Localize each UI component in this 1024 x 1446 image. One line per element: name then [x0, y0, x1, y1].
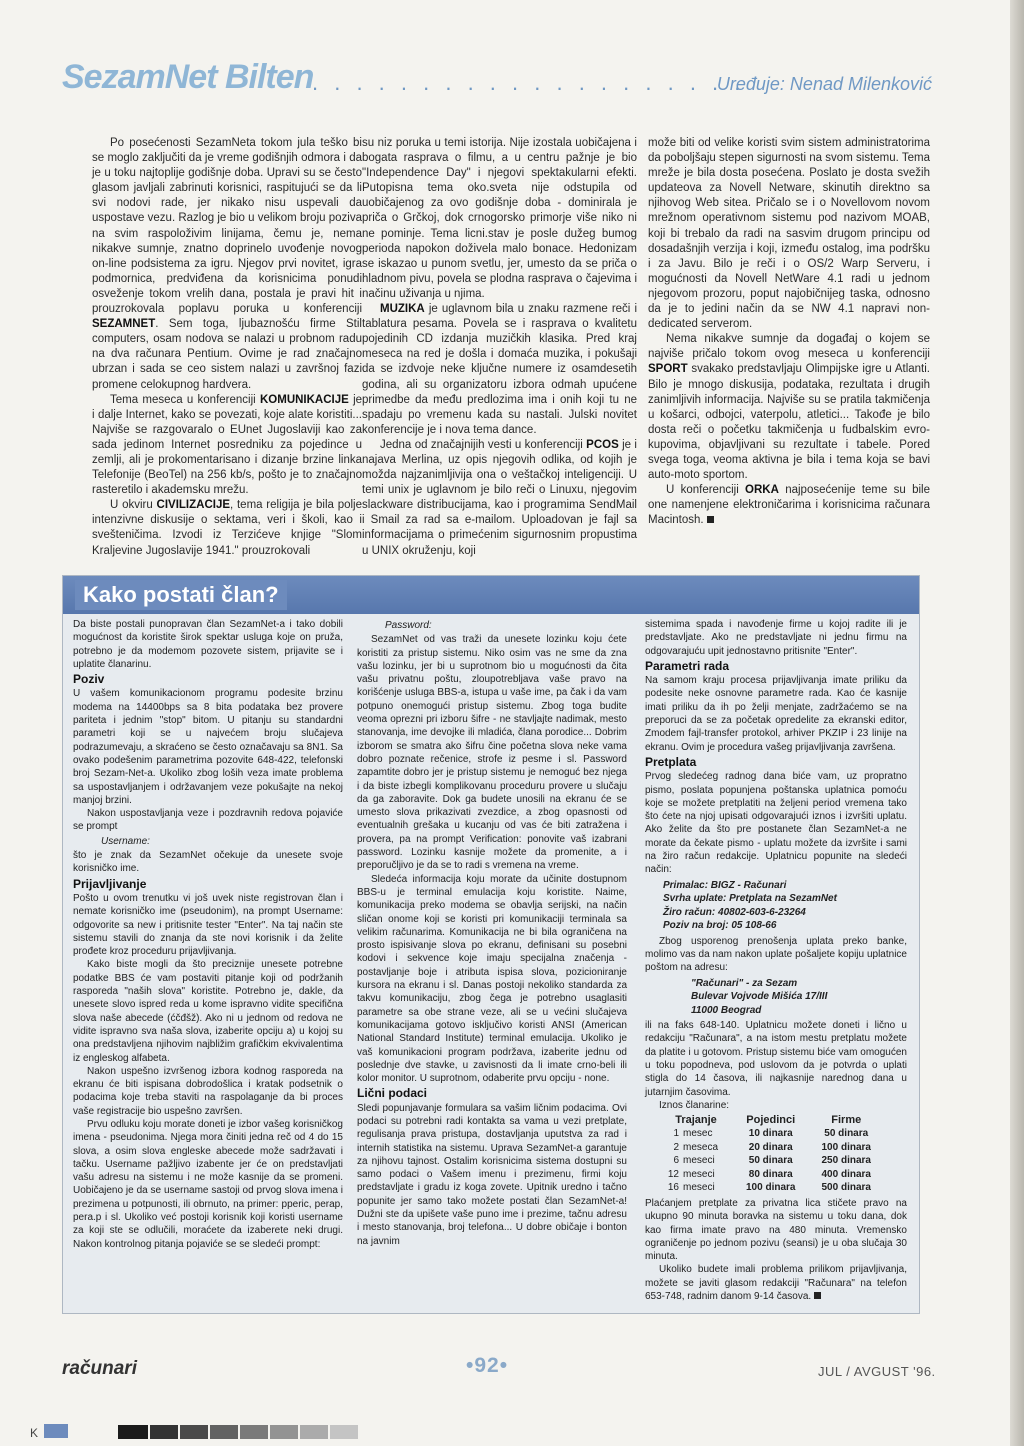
box-text: Nakon uspostavljanja veze i pozdravnih redova pojaviće se prompt	[73, 808, 343, 833]
address-line: 11000 Beograd	[691, 1004, 762, 1016]
subheading: Lični podaci	[357, 1086, 428, 1101]
grayscale-tone-patch	[210, 1425, 238, 1439]
duration-count: 6	[673, 1155, 679, 1167]
conference-name: ORKA	[745, 484, 779, 497]
issue-date: JUL / AVGUST '96.	[818, 1364, 936, 1379]
conference-name: KOMUNIKACIJE	[259, 393, 349, 406]
address-line: Bulevar Vojvode Mišića 17/III	[691, 991, 828, 1003]
page-header	[62, 56, 932, 100]
mailing-address	[691, 977, 907, 1018]
box-title: Kako postati član?	[75, 580, 287, 610]
conference-name: SEZAMNET	[92, 318, 156, 331]
subheading: Parametri rada	[645, 658, 730, 673]
article-column-3	[648, 136, 930, 528]
box-text: ili na faks 648-140. Uplatnicu možete doneti i lično u redakciju "Računara", a na istom mestu pretplatu možete da platite i u gotovom. Pristup sistemu biće vam omogućen u toku popodneva, pod uslovom da je potvrda o uplati stigla do 14 časova, ili najkasnije narednog dana u jutarnjim časovima.	[645, 1020, 907, 1098]
conference-name: CIVILIZACIJE	[156, 499, 231, 512]
grayscale-tone-patch	[240, 1425, 268, 1439]
article-text: Jedna od značajnijih vesti u konferenciji	[380, 438, 583, 451]
article-text: je i najava Merlina, uz opis njegovih odlika, od kojih je možda najzanimljivija ona o veštačkoj inteligenciji. U temi unix je uglavnom je bilo reči o Linuxu, njegovim slackware distribucijama, kao i programima SendMail i Smail za rad sa e-mailom. Uploadovan je fajl sa informacijama o primećenim sigurnosnim propustima u UNIX okruženju, koji	[362, 438, 637, 557]
conference-name: PCOS	[586, 438, 619, 451]
membership-box	[62, 575, 920, 1314]
duration-count: 12	[667, 1168, 679, 1180]
registration-letter: K	[30, 1426, 39, 1440]
individual-price: 50 dinara	[748, 1155, 793, 1167]
payment-details	[663, 879, 907, 933]
box-text: Nakon uspešno izvršenog izbora kodnog rasporeda na ekranu će biti ispisana dobrodošlica i kratak podsetnik o podacima koje treba staviti na raspolaganje da bi proces vaše registracije bio uspešno završen.	[73, 1065, 343, 1117]
article-column-2	[362, 136, 637, 559]
duration-count: 1	[673, 1128, 679, 1140]
box-text: U vašem komunikacionom programu podesite brzinu modema na 14400bps sa 8 bita podataka bez provere pariteta i jednim "stop" bitom. U pitanju su standardni parametri koji se u najvećem broju slučajeva podrazumevaju, a skraćeno se često označavaju sa 8N1. Sa ovako podešenim parametrima pozovite 648-422, telefonski broj Sezam-Net-a. Ukoliko zbog loših veza imate problema sa uspostavljanjem i održavanjem veze pokušajte na nekoj manjoj brzini.	[73, 688, 343, 806]
grayscale-tone-patch	[118, 1425, 148, 1439]
article-text: je uglavnom bila u znaku razmene reči i tablatura pesama. Povela se i rasprava o kvalitetu pojedinih CD izdanja muzičkih klasika. Pred kraj meseca na red je došla i domaća muzika, i pokušaji da se izdvoje neke ključne numere iz osamdesetih godina, ali su organizatoru izbora odmah upućene primedbe da među predlozima ima i onih koji tu ne spadaju po vremenu kada su nastali. Julski novitet konferencije je i nova tema dance.	[362, 303, 637, 436]
article-text: može biti od velike koristi svim sistem administratorima da poboljšaju stepen sigurnosti na svom sistemu. Tema mreže je bila dosta posećena. Poslato je dosta svežih updateova za Novell Netware, skinutih direktno sa njihovog Web sitea. Pričalo se i o Novellovom novom mrežnom operativnom sistemu pod nazivom MOAB, koji bi trebalo da radi na sasvim drugom principu od dosadašnjih verzija i koji, između ostalog, ima podršku i za Javu. Bilo je reči i o OS/2 Warp Serveru, i mogućnosti da Novell NetWare 4.1 radi u jednom njegovom prozoru, poput najobičnijeg taska, odnosno da je to jedini način da se NW 4.1 napravi non-dedicated serverom.	[648, 137, 930, 331]
subheading: Pretplata	[645, 754, 697, 769]
individual-price: 80 dinara	[748, 1168, 793, 1180]
box-text: što je znak da SezamNet očekuje da unesete svoje korisničko ime.	[73, 850, 343, 875]
box-text: Da biste postali punopravan član SezamNet-a i tako dobili mogućnost da koristite širok spektar usluga koje on pruža, potrebno je da modemom pozovete sistem, prijavite se i uplatite članarinu.	[73, 619, 343, 670]
box-title-band	[63, 576, 919, 614]
article-text: su niz poruka u temi istorija. Nije izostala uobičajena i bogata rasprava o filmu, a u centru pažnje je bio "Independence Day" i njegovi spektakularni efekti. Putopisna tema oko.sveta nije odstupila od uobičajenog za ovo godišnje doba - dominirala je priča o Grčkoj, dok crnogorsko primorje više niko ni ne pominje. Tema licni.stav je posle dužeg bumog perioda napokon doživela malo bonace. Hedonizam se iskazao u punom svetlu, jer, umesto da se priča o hladnom pivu, povela se plodna rasprava o čajevima i načinu uživanja u njima.	[362, 137, 637, 300]
individual-price: 20 dinara	[748, 1141, 793, 1153]
column-header: Trajanje	[675, 1114, 717, 1127]
company-price: 250 dinara	[821, 1155, 871, 1167]
box-text: Sledi popunjavanje formulara sa vašim ličnim podacima. Ovi podaci su potrebni radi kontakta sa vama u vezi pretplate, regulisanja prava pristupa, dostavljanja uputstva za rad i internih statistika na sistemu. Uprava SezamNet-a garantuje za njihovu tajnost. Ostalim korisnicima sistema dostupni su samo podaci o Vašem imenu i prezimenu, firmi koju predstavljate i gradu iz koga zovete. Upitnik uredno i tačno popunite jer samo tako možete postati član SezamNet-a! Dužni ste da upišete vaše puno ime i prezime, tačnu adresu i mesto stanovanja, broj telefona... U dobre običaje i bonton na javnim	[357, 1102, 627, 1247]
dotted-leader: . . . . . . . . . . . . . . . . . . . .	[312, 70, 746, 95]
duration-unit: meseca	[683, 1141, 719, 1153]
article-text: je i dalje Internet, kako se povezati, koje alate koristiti... Najviše se razgovaralo o EUnet Jugoslaviji kao za sada jedinom Internet posredniku za pojedince u zemlji, ali je prokomentarisano i dizanje brzine linka Telefonije (BeoTel) na 256 kb/s, pošto je to značajno rasteretilo i akademsku mrežu.	[92, 393, 363, 497]
company-price: 400 dinara	[821, 1168, 871, 1180]
article-text: Tema meseca u konferenciji	[110, 393, 256, 406]
box-text: Kako biste mogli da što preciznije unesete potrebne podatke BBS će vam postaviti pitanje koji od podržanih rasporeda "naših slova" koristite. Potrebno je, dakle, da unesete slovo ispred reda u kome ispravno vidite specifična slova naše abecede (ćčđšž). Ako ni u jednom od redova ne vidite ispravno sva naša slova, izaberite opciju a) u kojoj su ona predstavljena njihovim najbližim grafičkim ekvivalentima iz engleskog alfabeta.	[73, 959, 343, 1064]
company-price: 500 dinara	[821, 1182, 871, 1194]
individual-price: 10 dinara	[748, 1128, 793, 1140]
box-text: Na samom kraju procesa prijavljivanja imate priliku da podesite neke osnovne parametre rada. Kao će kasnije imati priliku da ih po želji menjate, zadržaćemo se na preporuci da se za početak opredelite za ekranski editor, Zmodem fajl-transfer protokol, arhiver PKZIP i 23 linije na ekranu. Ovim je procedura vašeg prijavljivanja završena.	[645, 675, 907, 753]
duration-unit: meseci	[683, 1182, 715, 1194]
payment-line: Svrha uplate: Pretplata na SezamNet	[663, 893, 837, 905]
box-text: SezamNet od vas traži da unesete lozinku koju ćete koristiti za pristup sistemu. Niko osim vas ne sme da zna vašu lozinku, jer bi u suprotnom bio u mogućnosti da čita vašu privatnu poštu, zloupotrebljava vaše pravo na korišćenje usluga BBS-a, istupa u vaše ime, pa čak i da vam potpuno onemogući pristup sistemu. Zbog toga budite veoma oprezni pri izboru šifre - ne stavljajte nadimak, mesto stanovanja, ime devojke ili mladića, člana porodice... Dobrim izborom se smatra ako šifru čine početna slova neke vama dobro poznate rečenice, strofe iz pesme i sl. Password zapamtite dobro jer je pristup sistemu je nemoguć bez njega i da biste izbegli komplikovanu proceduru provere u slučaju da ga zaboravite. Dok ga budete unosili na ekranu će se umesto slova prikazivati zvezdice, a zbog opasnosti od eventualnih grešaka u kucanju od vas će biti zatražena i provera, pa na prompt Verification: ponovite vaš izabrani password. Lozinku kasnije možete da promenite, a i preporučljivo je da se to radi s vremena na vreme.	[357, 634, 627, 872]
conference-name: MUZIKA	[380, 303, 425, 316]
article-text: U okviru	[110, 499, 153, 512]
company-price: 100 dinara	[821, 1141, 871, 1153]
box-text: Pošto u ovom trenutku vi još uvek niste registrovan član i nemate korisničko ime (pseudonim), na prompt Username: odgovorite sa new i pritisnite tester "Enter". Na taj način ste sistemu stavili do znanja da ste novi korisnik i da želite prođete kroz proceduru prijavljivanja.	[73, 892, 343, 958]
grayscale-tone-patch	[150, 1425, 178, 1439]
grayscale-tone-patch	[330, 1425, 358, 1439]
duration-unit: meseci	[683, 1155, 715, 1167]
address-line: "Računari" - za Sezam	[691, 977, 798, 989]
article-text: najposećenije teme su bile one namenjene elektroničarima i korisnicima računara Macintosh.	[648, 484, 930, 527]
conference-name: SPORT	[648, 363, 688, 376]
duration-count: 16	[667, 1182, 679, 1194]
box-column-2	[357, 618, 627, 1248]
box-text: Iznos članarine:	[659, 1099, 730, 1111]
prompt-label: Password:	[385, 620, 432, 631]
article-text: , tema religija je bila polje intenzivne diskusije o sektama, veri i školi, kao i svešteničima. Izvodi iz Terzićeve knjige "Slom Kraljevine Jugoslavije 1941." prouzrokovali	[92, 499, 362, 557]
article-text: . Sem toga, ljubaznošću firme Stil computers, osam nodova se nalazi u probnom radu na dva računara Pentium. Ovime je rad značajno ubrzan i sada se ceo sistem nalazi u završnoj fazi promene celokupnog hardvera.	[92, 318, 362, 391]
subheading: Prijavljivanje	[73, 876, 147, 891]
grayscale-tone-patch	[180, 1425, 208, 1439]
column-header: Firme	[831, 1114, 862, 1127]
box-column-3	[645, 618, 907, 1303]
box-text: Sledeća informacija koju morate da učinite dostupnom BBS-u je terminal emulacija koju koristite. Naime, komunikacija preko modema se obavlja serijski, na način sličan onome koji se koristi pri komunikaciji terminala sa velikim računarima. Komunikacija ne bi bila ograničena na prosto ispisivanje slova po ekranu, definisani su posebni kodovi i sekvence koje imaju specijalna značenja - postavljanje boje i atributa ispisa slova, pozicioniranje kursora na ekranu i sl. Danas postoji nekoliko standarda za takvu komunikaciju, zbog čega je potrebno usaglasiti parametre sa obe strane veze, ali se u većini slučajeva komunikacijama gotovo isključivo koristi ANSI (American National Standard Institute) terminal emulacija. Ukoliko je vaš komunikacioni program podržava, izaberite jednu od poslednje dve stavke, u zavisnosti da li imate crno-beli ili kolor monitor. U suprotnom, odaberite prvu opciju - none.	[357, 873, 627, 1085]
section-title: SezamNet Bilten	[62, 58, 314, 96]
color-registration-mark	[44, 1424, 68, 1438]
box-text: Ukoliko budete imali problema prilikom prijavljivanja, možete se javiti glasom redakciji "Računara" na telefon 653-748, radnim danom 9-14 časova.	[645, 1264, 907, 1302]
individual-price: 100 dinara	[746, 1182, 796, 1194]
article-column-1	[92, 136, 362, 559]
grayscale-tone-patch	[300, 1425, 328, 1439]
duration-unit: meseci	[683, 1168, 715, 1180]
box-text: Prvu odluku koju morate doneti je izbor vašeg korisničkog imena - pseudonima. Njega mora činiti jedna reč od 4 do 15 slova, a osim slova engleske abecede može sadržavati i tačku. Username pažljivo izabente jer će on predstavljati vašu adresu na sistemu i ne može kasnije da se promeni. Uobičajeno je da se username sastoji od prvog slova imena i prezimena u potpunosti, ili obrnuto, na primer: pperic, perap, pera.p i sl. Ukoliko već postoji korisnik koji koristi username za koji ste se odlučili, moraćete da izaberete neki drugi. Nakon kontrolnog pitanja pojaviće se se sledeći prompt:	[73, 1118, 343, 1250]
duration-unit: mesec	[683, 1128, 713, 1140]
payment-line: Poziv na broj: 05 108-66	[663, 920, 777, 932]
article-text: U konferenciji	[666, 484, 739, 497]
box-text: sistemima spada i navođenje firme u kojoj radite ili je predstavljate. Ako ne predstavljate ni jednu firmu na odgovarajuću upit jednostavno pritisnite "Enter".	[645, 619, 907, 657]
magazine-logo: računari	[62, 1358, 137, 1379]
article-text: Po posećenosti SezamNeta tokom jula teško bi se moglo zaključiti da je vreme godišnjih odmora i da je u toku najtoplije godišnje doba. Upravi su se često glasom javljali zabrinuti korisnici, raspitujući se da li svi nodovi rade, jer nikako nisu uspevali da uspostave vezu. Razlog je bio u velikom broju poziva na svim raspoloživim linijama, čemu je, nema nikakve sumnje, znatno doprinelo uvođenje novog on-line podsistema za igru. Njegov prvi novitet, igra podmornica, predviđena da korisnicima ponudi osveženje tokom vrelih dana, postala je pravi hit i prouzrokovala poplavu poruka u konferenciji	[92, 137, 362, 316]
payment-line: Žiro račun: 40802-603-6-23264	[663, 906, 806, 918]
table-row	[659, 1141, 884, 1155]
prompt-label: Username:	[101, 835, 150, 847]
duration-count: 2	[673, 1141, 679, 1153]
page-edge-shadow	[1010, 0, 1024, 1446]
end-mark-icon	[814, 1292, 821, 1299]
box-text: Zbog usporenog prenošenja uplata preko banke, molimo vas da nam nakon uplate pošaljete kopiju uplatnice poštom na adresu:	[645, 935, 907, 974]
section-editor: Uređuje: Nenad Milenković	[716, 74, 932, 94]
table-row	[659, 1168, 884, 1182]
page-number: •92•	[466, 1354, 509, 1377]
subheading: Poziv	[73, 672, 105, 687]
grayscale-tone-patch	[270, 1425, 298, 1439]
box-text: Plaćanjem pretplate za privatna lica stičete pravo na ukupno 90 minuta boravka na sistemu u toku dana, dok kao firma imate pravo na 480 minuta. Vremensko ograničenje po jednom pozivu (seansi) je u oba slučaja 30 minuta.	[645, 1197, 907, 1263]
box-text: Prvog sledećeg radnog dana biće vam, uz propratno pismo, poslata popunjena poštanska uplatnica pomoću koje se možete pretplatiti na željeni period vremena tako što ćete na njoj upisati odgovarajući iznos i izvršiti uplatu. Ako želite da što pre postanete član SezamNet-a ne morate da čekate pismo - uplatu možete da izvršite i sami na žiro račun redakcije. Uplatnicu popunite na sledeći način:	[645, 771, 907, 876]
fee-table	[659, 1114, 884, 1195]
company-price: 50 dinara	[824, 1128, 869, 1140]
column-header: Pojedinci	[746, 1114, 796, 1127]
end-mark-icon	[707, 516, 714, 523]
box-column-1	[73, 618, 343, 1251]
payment-line: Primalac: BIGZ - Računari	[663, 879, 787, 891]
article-text: Nema nikakve sumnje da događaj o kojem se najviše pričalo tokom ovog meseca u konferenciji	[648, 333, 930, 361]
article-text: svakako predstavljaju Olimpijske igre u Atlanti. Bilo je mnogo diskusija, podataka, rezultata i drugih zanimljivih informacija. Najviše su se pratila takmičenja u košarci, odbojci, vaterpolu, atletici... Takođe je bilo dosta reči o početku takmičenja u fudbalskim evro-kupovima, objavljivani su rezultate i tabele. Pored svega toga, veoma aktivna je bila i tema koja se bavi auto-moto sportom.	[648, 363, 930, 482]
fee-table-header	[659, 1114, 884, 1127]
table-row	[659, 1181, 884, 1195]
table-row	[659, 1127, 884, 1141]
table-row	[659, 1154, 884, 1168]
